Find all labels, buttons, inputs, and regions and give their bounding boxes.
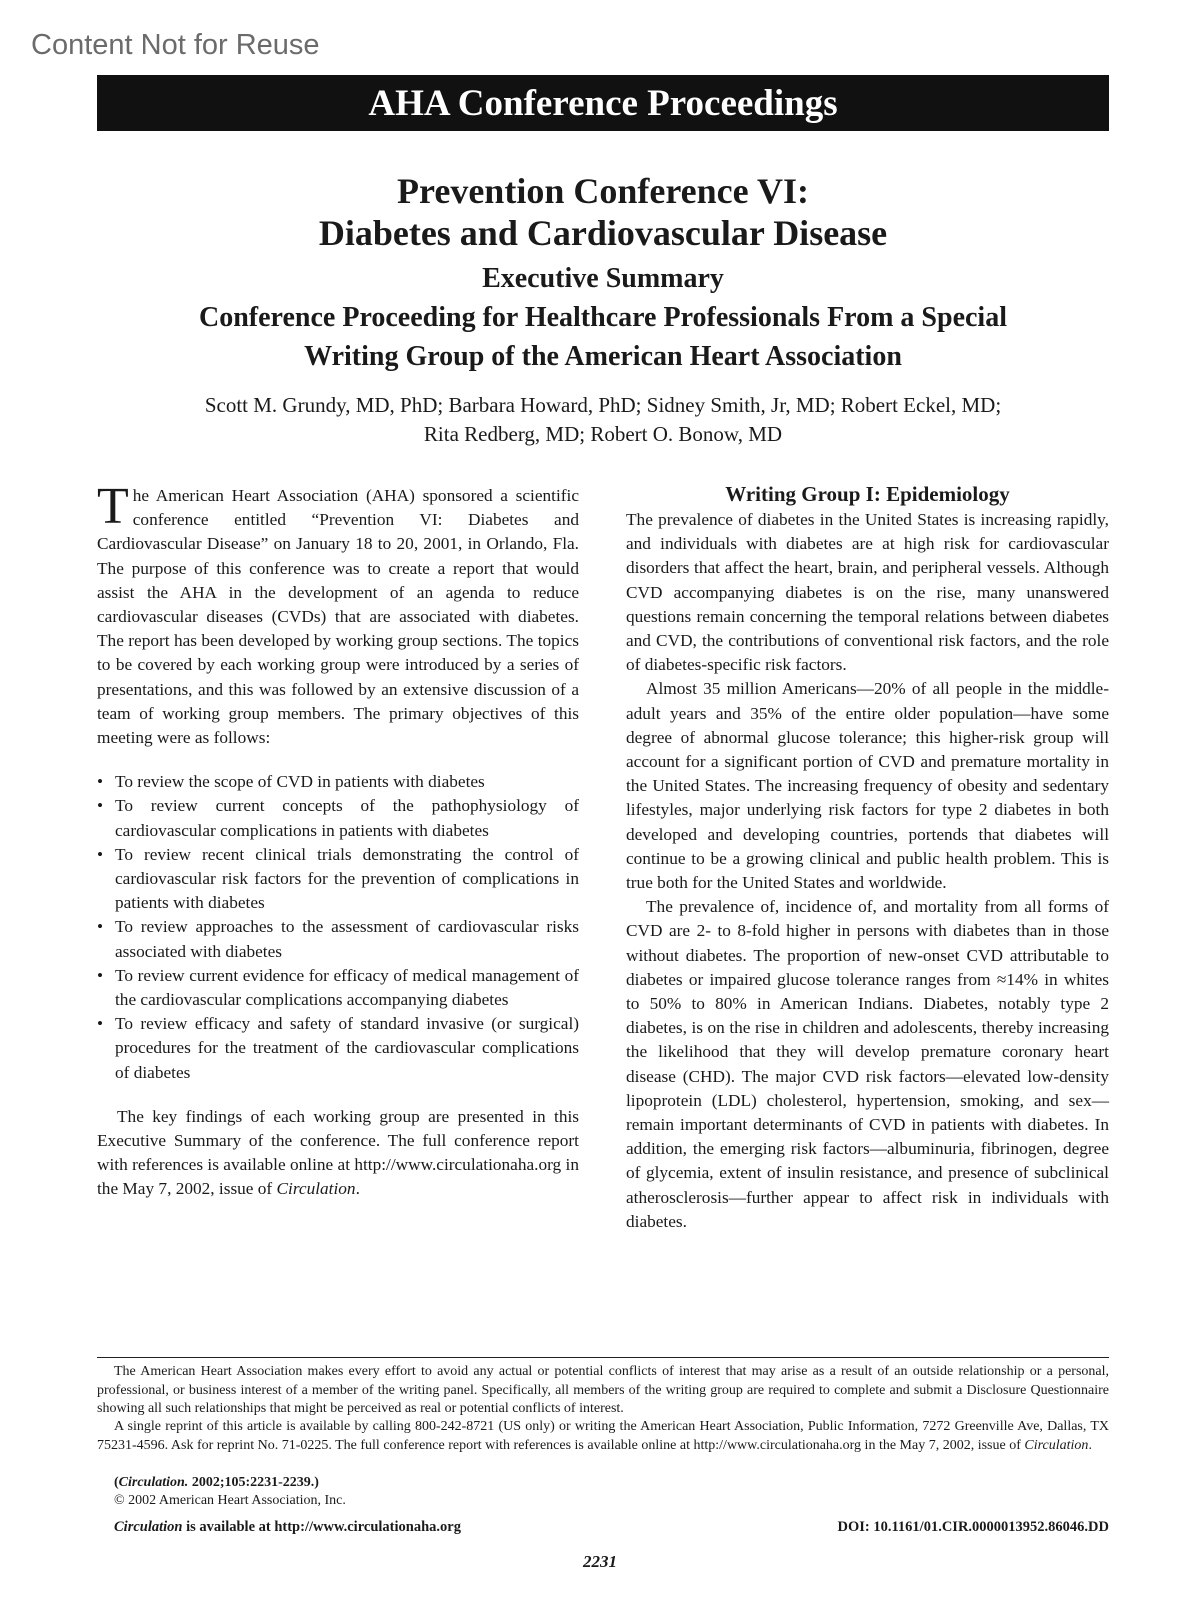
title-line-1: Prevention Conference VI: <box>397 171 809 211</box>
section-heading: Writing Group I: Epidemiology <box>725 482 1010 506</box>
list-item-text: To review the scope of CVD in patients with diabetes <box>115 772 485 792</box>
journal-name: Circulation. <box>118 1475 189 1490</box>
spacer <box>97 750 579 770</box>
title-block <box>97 170 1109 374</box>
reprint-footnote <box>97 1418 1109 1455</box>
closing-paragraph <box>97 1105 579 1202</box>
list-item-text: To review approaches to the assessment of cardiovascular risks associated with diabetes <box>115 917 579 961</box>
journal-name: Circulation <box>276 1179 356 1199</box>
availability-text: is available at http://www.circulationaha.org <box>182 1519 461 1535</box>
journal-availability <box>114 1519 461 1536</box>
bullet-icon: • <box>97 965 104 985</box>
proceeding-line-1: Conference Proceeding for Healthcare Professionals From a Special <box>199 302 1007 333</box>
bullet-icon: • <box>97 917 104 937</box>
watermark: Content Not for Reuse <box>31 29 320 61</box>
list-item <box>97 1012 579 1085</box>
citation-line <box>114 1474 319 1492</box>
citation-details: 2002;105:2231-2239.) <box>188 1475 319 1490</box>
reprint-punctuation: . <box>1088 1437 1092 1453</box>
bullet-icon: • <box>97 772 104 792</box>
section-banner: AHA Conference Proceedings <box>97 75 1109 131</box>
body-paragraph: The prevalence of, incidence of, and mortality from all forms of CVD are 2- to 8-fold higher in persons with diabetes than in those without diabetes. The proportion of new-onset CVD attributable to diabetes or impaired glucose tolerance ranges from ≈14% in whites to 50% to 80% in American Indians. Diabetes, notably type 2 diabetes, is on the rise in children and adolescents, thereby increasing the likelihood that they will develop premature coronary heart disease (CHD). The major CVD risk factors—elevated low-density lipoprotein (LDL) cholesterol, hypertension, smoking, and sex—remain important determinants of CVD in patients with diabetes. In addition, the emerging risk factors—albuminuria, fibrinogen, degree of glycemia, extent of insulin resistance, and presence of subclinical atherosclerosis—further appear to affect risk in individuals with diabetes. <box>626 897 1109 1231</box>
subtitle: Executive Summary <box>482 263 724 294</box>
closing-text: The key findings of each working group are presented in this Executive Summary of the conference. The full conference report with references is available online at http://www.circulationaha.org in the May 7, 2002, issue of <box>97 1106 579 1199</box>
title-line-2: Diabetes and Cardiovascular Disease <box>318 213 888 253</box>
left-column <box>97 478 579 1202</box>
spacer <box>97 1085 579 1105</box>
reprint-text: A single reprint of this article is available by calling 800-242-8721 (US only) or writing the American Heart Association, Public Information, 7272 Greenville Ave, Dallas, TX 75231-4596. Ask for reprint No. 71-0225. The full conference report with references is available online at http://www.circulationaha.org in the May 7, 2002, issue of <box>97 1419 1109 1453</box>
list-item-text: To review current evidence for efficacy of medical management of the cardiovascular complications accompanying diabetes <box>115 965 579 1010</box>
conflict-footnote <box>97 1363 1109 1419</box>
bullet-icon: • <box>97 1014 104 1034</box>
proceeding-line-2: Writing Group of the American Heart Association <box>304 341 902 372</box>
conflict-text: The American Heart Association makes every effort to avoid any actual or potential conflicts of interest that may arise as a result of an outside relationship or a personal, professional, or business interest of a member of the writing panel. Specifically, all members of the writing group are required to complete and submit a Disclosure Questionnaire showing all such relationships that might be perceived as real or potential conflicts of interest. <box>97 1364 1109 1416</box>
bullet-icon: • <box>97 844 104 864</box>
list-item <box>97 843 579 916</box>
right-column <box>626 484 1109 1234</box>
author-line-1: Scott M. Grundy, MD, PhD; Barbara Howard, PhD; Sidney Smith, Jr, MD; Robert Eckel, MD; <box>204 393 1002 417</box>
drop-cap: T <box>97 478 129 535</box>
footnote-divider <box>97 1357 1109 1358</box>
body-paragraph: The prevalence of diabetes in the United States is increasing rapidly, and individuals with diabetes are at high risk for cardiovascular disorders that affect the heart, brain, and peripheral vessels. Although CVD accompanying diabetes is on the rise, many unanswered questions remain concerning the temporal relations between diabetes and CVD, the contributions of conventional risk factors, and the role of diabetes-specific risk factors. <box>626 510 1109 675</box>
list-item <box>97 770 579 794</box>
copyright-line: © 2002 American Heart Association, Inc. <box>114 1493 346 1508</box>
objectives-list <box>97 770 579 1085</box>
doi-line: DOI: 10.1161/01.CIR.0000013952.86046.DD <box>837 1519 1109 1535</box>
reprint-paragraph <box>97 1418 1109 1455</box>
intro-text: he American Heart Association (AHA) sponsored a scientific conference entitled “Prevention VI: Diabetes and Cardiovascular Disease” on January 18 to 20, 2001, in Orlando, Fla. The purpose of this conference was to create a report that would assist the AHA in the development of an agenda to reduce cardiovascular diseases (CVDs) that are associated with diabetes. The report has been developed by working group sections. The topics to be covered by each working group were introduced by a series of presentations, and this was followed by an extensive discussion of a team of working group members. The primary objectives of this meeting were as follows: <box>97 486 579 748</box>
citation-paren: ( <box>114 1475 119 1490</box>
author-line-2: Rita Redberg, MD; Robert O. Bonow, MD <box>423 422 783 446</box>
page-number: 2231 <box>583 1552 617 1571</box>
list-item <box>97 964 579 1012</box>
list-item-text: To review recent clinical trials demonstrating the control of cardiovascular risk factors for the prevention of complications in patients with diabetes <box>115 844 579 913</box>
closing-punctuation: . <box>355 1179 360 1199</box>
body-paragraph: Almost 35 million Americans—20% of all people in the middle-adult years and 35% of the entire older population—have some degree of abnormal glucose tolerance; this higher-risk group will account for a significant portion of CVD and premature mortality in the United States. The increasing frequency of obesity and sedentary lifestyles, major underlying risk factors for type 2 diabetes in both developed and developing countries, portends that diabetes will continue to be a growing clinical and public health problem. This is true both for the United States and worldwide. <box>626 679 1109 893</box>
intro-paragraph <box>97 478 579 750</box>
list-item-text: To review efficacy and safety of standard invasive (or surgical) procedures for the treatment of the cardiovascular complications of diabetes <box>115 1014 579 1082</box>
list-item <box>97 915 579 963</box>
list-item-text: To review current concepts of the pathophysiology of cardiovascular complications in patients with diabetes <box>115 796 579 840</box>
list-item <box>97 794 579 842</box>
journal-name: Circulation <box>114 1519 183 1535</box>
journal-name: Circulation <box>1024 1437 1089 1453</box>
author-list <box>97 391 1109 449</box>
bullet-icon: • <box>97 796 104 816</box>
